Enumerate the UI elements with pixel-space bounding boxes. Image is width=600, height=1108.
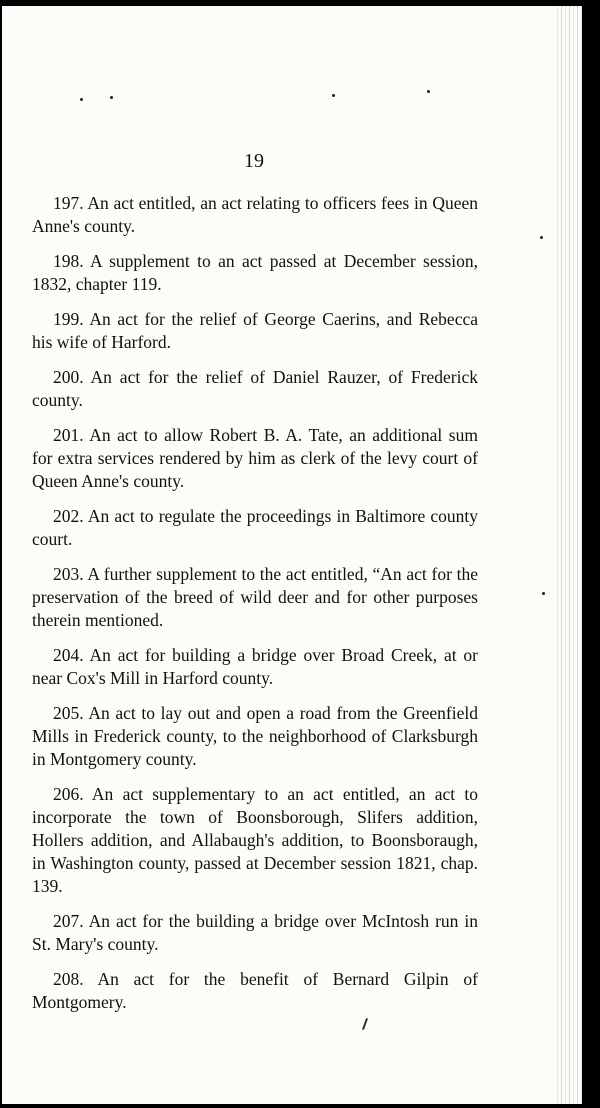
entry-text: An act to allow Robert B. A. Tate, an additional sum for extra services rendered by him as clerk of the levy court of Queen Anne's county.	[32, 425, 478, 491]
entry-text: A further supplement to the act entitled, “An act for the preservation of the breed of wild deer and for other purposes therein mentioned.	[32, 564, 478, 630]
scanned-page	[2, 6, 582, 1104]
entry-201	[32, 424, 478, 493]
entry-204	[32, 644, 478, 690]
entry-number: 201.	[53, 425, 84, 445]
entry-202	[32, 505, 478, 551]
entry-208	[32, 968, 478, 1014]
entry-number: 205.	[53, 703, 84, 723]
entry-200	[32, 366, 478, 412]
entry-198	[32, 250, 478, 296]
ink-speck	[542, 592, 545, 595]
entry-text: An act for the building a bridge over McIntosh run in St. Mary's county.	[32, 911, 478, 954]
entry-206	[32, 783, 478, 898]
entry-text: An act for the benefit of Bernard Gilpin of Montgomery.	[32, 969, 478, 1012]
entry-203	[32, 563, 478, 632]
entry-205	[32, 702, 478, 771]
entry-text: An act entitled, an act relating to officers fees in Queen Anne's county.	[32, 193, 478, 236]
entry-text: A supplement to an act passed at December session, 1832, chapter 119.	[32, 251, 478, 294]
entry-number: 208.	[53, 969, 84, 989]
page-number: 19	[244, 150, 264, 172]
entry-number: 200.	[53, 367, 84, 387]
ink-speck	[80, 98, 83, 101]
entry-207	[32, 910, 478, 956]
entry-text: An act to regulate the proceedings in Baltimore county court.	[32, 506, 478, 549]
page-edge-shading	[554, 6, 582, 1104]
ink-speck	[540, 236, 543, 239]
entry-number: 203.	[53, 564, 84, 584]
entry-number: 204.	[53, 645, 84, 665]
ink-speck	[427, 90, 430, 93]
entry-number: 206.	[53, 784, 84, 804]
ink-speck	[332, 94, 335, 97]
entry-number: 199.	[53, 309, 84, 329]
entry-199	[32, 308, 478, 354]
entry-number: 197.	[53, 193, 84, 213]
entry-text: An act for the relief of George Caerins, and Rebecca his wife of Harford.	[32, 309, 478, 352]
entry-text: An act for building a bridge over Broad Creek, at or near Cox's Mill in Harford county.	[32, 645, 478, 688]
entry-text: An act for the relief of Daniel Rauzer, of Frederick county.	[32, 367, 478, 410]
ink-speck	[110, 96, 113, 99]
entry-text: An act to lay out and open a road from the Greenfield Mills in Frederick county, to the neighborhood of Clarksburgh in Montgomery county.	[32, 703, 478, 769]
entry-list	[32, 192, 478, 1026]
entry-text: An act supplementary to an act entitled, an act to incorporate the town of Boonsborough, Slifers addition, Hollers addition, and Allabaugh's addition, to Boonsboraugh, in Washington county, passed at December session 1821, chap. 139.	[32, 784, 478, 896]
entry-number: 207.	[53, 911, 84, 931]
entry-number: 198.	[53, 251, 84, 271]
entry-197	[32, 192, 478, 238]
entry-number: 202.	[53, 506, 84, 526]
